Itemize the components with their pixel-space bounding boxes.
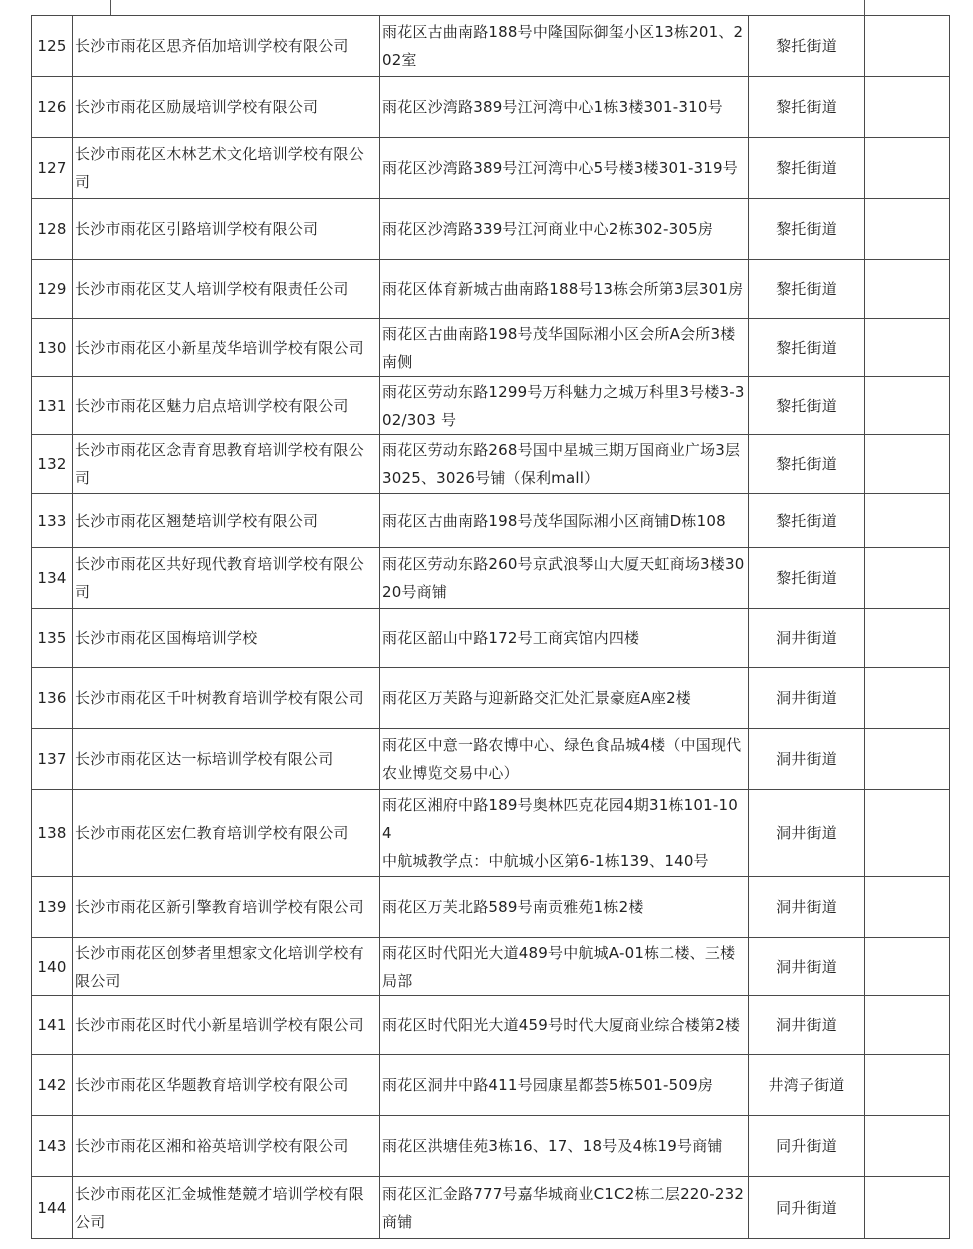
subdistrict: 同升街道 bbox=[749, 1177, 865, 1239]
subdistrict: 洞井街道 bbox=[749, 877, 865, 938]
table-row bbox=[32, 790, 950, 877]
school-address: 雨花区洪塘佳苑3栋16、17、18号及4栋19号商铺 bbox=[380, 1116, 749, 1177]
row-number: 138 bbox=[32, 790, 73, 877]
table-row bbox=[32, 77, 950, 138]
row-number: 125 bbox=[32, 16, 73, 77]
school-address: 雨花区劳动东路260号京武浪琴山大厦天虹商场3楼3020号商铺 bbox=[380, 548, 749, 609]
subdistrict: 黎托街道 bbox=[749, 260, 865, 319]
table-row bbox=[32, 138, 950, 199]
row-number: 136 bbox=[32, 668, 73, 729]
blank-cell bbox=[865, 1055, 950, 1116]
blank-cell bbox=[865, 609, 950, 668]
subdistrict: 洞井街道 bbox=[749, 996, 865, 1055]
row-number: 137 bbox=[32, 729, 73, 790]
subdistrict: 黎托街道 bbox=[749, 138, 865, 199]
table-row bbox=[32, 729, 950, 790]
subdistrict: 洞井街道 bbox=[749, 668, 865, 729]
blank-cell bbox=[865, 377, 950, 435]
school-address: 雨花区古曲南路198号茂华国际湘小区商铺D栋108 bbox=[380, 494, 749, 548]
school-address: 雨花区汇金路777号嘉华城商业C1C2栋二层220-232商铺 bbox=[380, 1177, 749, 1239]
school-address-line: 雨花区湘府中路189号奥林匹克花园4期31栋101-104 bbox=[382, 796, 738, 842]
row-number: 127 bbox=[32, 138, 73, 199]
table-row bbox=[32, 668, 950, 729]
school-name: 长沙市雨花区念青育思教育培训学校有限公司 bbox=[73, 435, 380, 494]
blank-cell bbox=[865, 668, 950, 729]
school-address: 雨花区洞井中路411号园康星都荟5栋501-509房 bbox=[380, 1055, 749, 1116]
row-number: 128 bbox=[32, 199, 73, 260]
school-address: 雨花区韶山中路172号工商宾馆内四楼 bbox=[380, 609, 749, 668]
school-name: 长沙市雨花区国梅培训学校 bbox=[73, 609, 380, 668]
school-address: 雨花区万芙北路589号南贡雅苑1栋2楼 bbox=[380, 877, 749, 938]
subdistrict: 黎托街道 bbox=[749, 435, 865, 494]
table-row bbox=[32, 548, 950, 609]
blank-cell bbox=[865, 877, 950, 938]
row-number: 126 bbox=[32, 77, 73, 138]
subdistrict: 洞井街道 bbox=[749, 609, 865, 668]
row-number: 142 bbox=[32, 1055, 73, 1116]
blank-cell bbox=[865, 319, 950, 377]
table-row bbox=[32, 319, 950, 377]
table-body bbox=[32, 16, 950, 1239]
school-name: 长沙市雨花区思齐佰加培训学校有限公司 bbox=[73, 16, 380, 77]
training-school-table bbox=[31, 15, 950, 1239]
subdistrict: 黎托街道 bbox=[749, 199, 865, 260]
school-name: 长沙市雨花区宏仁教育培训学校有限公司 bbox=[73, 790, 380, 877]
school-name: 长沙市雨花区木林艺术文化培训学校有限公司 bbox=[73, 138, 380, 199]
school-name: 长沙市雨花区小新星茂华培训学校有限公司 bbox=[73, 319, 380, 377]
column-divider-tick bbox=[110, 0, 111, 16]
subdistrict: 黎托街道 bbox=[749, 494, 865, 548]
row-number: 131 bbox=[32, 377, 73, 435]
school-name: 长沙市雨花区时代小新星培训学校有限公司 bbox=[73, 996, 380, 1055]
school-address: 雨花区沙湾路389号江河湾中心5号楼3楼301-319号 bbox=[380, 138, 749, 199]
blank-cell bbox=[865, 1177, 950, 1239]
subdistrict: 黎托街道 bbox=[749, 377, 865, 435]
blank-cell bbox=[865, 790, 950, 877]
subdistrict: 洞井街道 bbox=[749, 790, 865, 877]
table-row bbox=[32, 260, 950, 319]
table-row bbox=[32, 1116, 950, 1177]
blank-cell bbox=[865, 494, 950, 548]
school-address: 雨花区体育新城古曲南路188号13栋会所第3层301房 bbox=[380, 260, 749, 319]
school-name: 长沙市雨花区翘楚培训学校有限公司 bbox=[73, 494, 380, 548]
table-row bbox=[32, 609, 950, 668]
subdistrict: 黎托街道 bbox=[749, 319, 865, 377]
row-number: 130 bbox=[32, 319, 73, 377]
row-number: 133 bbox=[32, 494, 73, 548]
subdistrict: 洞井街道 bbox=[749, 729, 865, 790]
row-number: 143 bbox=[32, 1116, 73, 1177]
row-number: 129 bbox=[32, 260, 73, 319]
blank-cell bbox=[865, 1116, 950, 1177]
row-number: 134 bbox=[32, 548, 73, 609]
school-address: 雨花区沙湾路389号江河湾中心1栋3楼301-310号 bbox=[380, 77, 749, 138]
school-address: 雨花区时代阳光大道459号时代大厦商业综合楼第2楼 bbox=[380, 996, 749, 1055]
table-row bbox=[32, 877, 950, 938]
row-number: 132 bbox=[32, 435, 73, 494]
table-row bbox=[32, 377, 950, 435]
school-name: 长沙市雨花区励晟培训学校有限公司 bbox=[73, 77, 380, 138]
school-address: 雨花区万芙路与迎新路交汇处汇景豪庭A座2楼 bbox=[380, 668, 749, 729]
row-number: 140 bbox=[32, 938, 73, 996]
row-number: 144 bbox=[32, 1177, 73, 1239]
row-number: 141 bbox=[32, 996, 73, 1055]
blank-cell bbox=[865, 16, 950, 77]
school-name: 长沙市雨花区魅力启点培训学校有限公司 bbox=[73, 377, 380, 435]
subdistrict: 黎托街道 bbox=[749, 16, 865, 77]
blank-cell bbox=[865, 938, 950, 996]
subdistrict: 井湾子街道 bbox=[749, 1055, 865, 1116]
blank-cell bbox=[865, 260, 950, 319]
school-address-secondary: 中航城教学点：中航城小区第6-1栋139、140号 bbox=[382, 852, 709, 870]
school-address: 雨花区中意一路农博中心、绿色食品城4楼（中国现代农业博览交易中心） bbox=[380, 729, 749, 790]
school-address: 雨花区古曲南路198号茂华国际湘小区会所A会所3楼南侧 bbox=[380, 319, 749, 377]
table-row bbox=[32, 996, 950, 1055]
blank-cell bbox=[865, 996, 950, 1055]
subdistrict: 同升街道 bbox=[749, 1116, 865, 1177]
school-address bbox=[380, 790, 749, 877]
row-number: 139 bbox=[32, 877, 73, 938]
school-name: 长沙市雨花区共好现代教育培训学校有限公司 bbox=[73, 548, 380, 609]
school-name: 长沙市雨花区湘和裕英培训学校有限公司 bbox=[73, 1116, 380, 1177]
school-name: 长沙市雨花区华题教育培训学校有限公司 bbox=[73, 1055, 380, 1116]
blank-cell bbox=[865, 77, 950, 138]
school-address: 雨花区古曲南路188号中隆国际御玺小区13栋201、202室 bbox=[380, 16, 749, 77]
school-name: 长沙市雨花区新引擎教育培训学校有限公司 bbox=[73, 877, 380, 938]
school-name: 长沙市雨花区创梦者里想家文化培训学校有限公司 bbox=[73, 938, 380, 996]
school-name: 长沙市雨花区达一标培训学校有限公司 bbox=[73, 729, 380, 790]
table-row bbox=[32, 199, 950, 260]
school-address: 雨花区劳动东路268号国中星城三期万国商业广场3层3025、3026号铺（保利mall） bbox=[380, 435, 749, 494]
previous-page-edge bbox=[0, 0, 973, 16]
blank-cell bbox=[865, 138, 950, 199]
blank-cell bbox=[865, 729, 950, 790]
subdistrict: 黎托街道 bbox=[749, 548, 865, 609]
row-number: 135 bbox=[32, 609, 73, 668]
table-row bbox=[32, 1177, 950, 1239]
subdistrict: 黎托街道 bbox=[749, 77, 865, 138]
school-address: 雨花区时代阳光大道489号中航城A-01栋二楼、三楼局部 bbox=[380, 938, 749, 996]
subdistrict: 洞井街道 bbox=[749, 938, 865, 996]
column-divider-tick bbox=[864, 0, 865, 16]
school-name: 长沙市雨花区汇金城惟楚競才培训学校有限公司 bbox=[73, 1177, 380, 1239]
school-address: 雨花区劳动东路1299号万科魅力之城万科里3号楼3-302/303 号 bbox=[380, 377, 749, 435]
table-row bbox=[32, 494, 950, 548]
table-row bbox=[32, 16, 950, 77]
table-row bbox=[32, 435, 950, 494]
school-address: 雨花区沙湾路339号江河商业中心2栋302-305房 bbox=[380, 199, 749, 260]
table-row bbox=[32, 938, 950, 996]
school-name: 长沙市雨花区艾人培训学校有限责任公司 bbox=[73, 260, 380, 319]
blank-cell bbox=[865, 199, 950, 260]
blank-cell bbox=[865, 548, 950, 609]
school-name: 长沙市雨花区千叶树教育培训学校有限公司 bbox=[73, 668, 380, 729]
table-row bbox=[32, 1055, 950, 1116]
blank-cell bbox=[865, 435, 950, 494]
school-name: 长沙市雨花区引路培训学校有限公司 bbox=[73, 199, 380, 260]
